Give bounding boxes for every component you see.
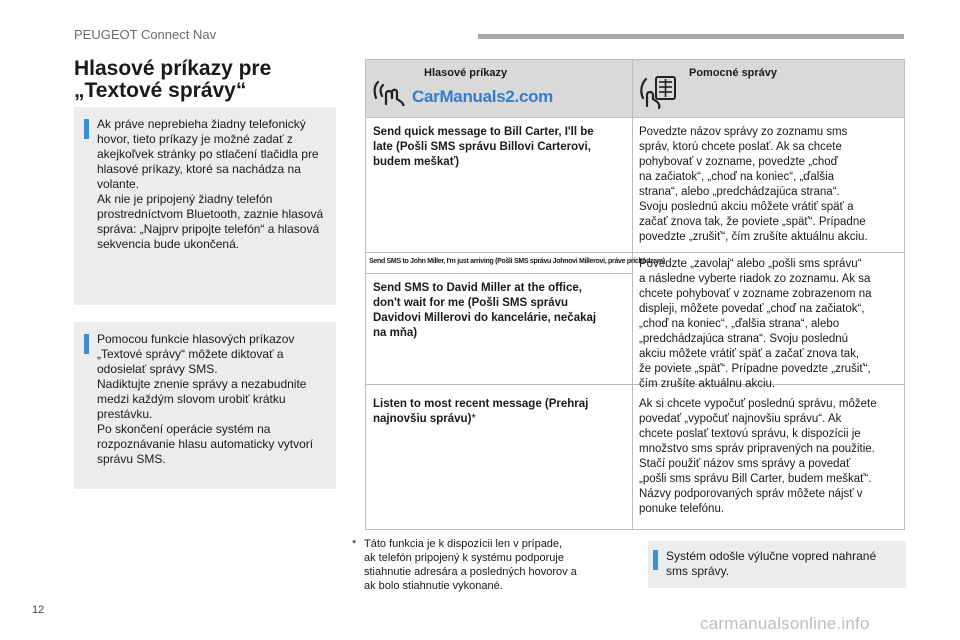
command-cell [373,125,594,170]
note-text-presets [666,549,876,579]
command-line: don't wait for me (Pošli SMS správu [373,297,569,309]
help-line: začať znova tak, že poviete „späť“. Prípadne [639,216,866,228]
help-messages-icon [638,68,678,110]
footnote-line: Táto funkcia je k dispozícii len v prípade, [364,538,563,550]
note-marker-icon [653,550,658,570]
help-cell [639,125,868,245]
note-marker-icon [84,334,89,354]
help-line: akciu môžete vrátiť späť a začať znova tak, [639,348,860,360]
table-header-right-label: Pomocné správy [689,67,778,79]
command-line: Listen to most recent message (Prehraj [373,398,589,410]
note-line: volante. [97,177,140,191]
note-line: Po skončení operácie systém na [97,422,271,436]
help-line: a následne vyberte riadok zo zoznamu. Ak sa [639,273,871,285]
note-line: rozpoznávanie hlasu automaticky vytvorí [97,437,314,451]
command-line: budem meškať) [373,156,460,168]
footnote-mark: * [352,538,357,550]
note-line: Systém odošle výlučne vopred nahrané [666,549,877,563]
note-box-sms [74,322,336,489]
note-line: hovor, tieto príkazy je možné zadať z [97,132,293,146]
note-line: akejkoľvek stránky po stlačení tlačidla pre [97,147,319,161]
note-line: hlasové príkazy, ktoré sa nachádza na [97,162,301,176]
note-marker-icon [84,119,89,139]
header-bar [478,34,904,39]
help-line: pohybovať v zozname, povedzte „choď [639,156,838,168]
note-line: Nadiktujte znenie správy a nezabudnite [97,377,307,391]
main-title-line2: „Textové správy“ [74,79,247,102]
carmanuals-watermark: CarManuals2.com [412,87,553,106]
help-cell [639,397,877,517]
main-title [74,58,271,102]
help-cell [639,257,872,392]
command-line: Davidovi Millerovi do kancelárie, nečakaj [373,312,597,324]
help-line: Ak si chcete vypočuť poslednú správu, môžete [639,398,877,410]
help-line: chcete pohybovať v zozname zobrazenom na [639,288,872,300]
command-cell [373,281,596,341]
column-divider [632,60,633,529]
footnote-line: stiahnutie adresára a posledných hovorov a [364,566,577,578]
help-line: povedzte „zrušiť“, čím zrušíte aktuálnu akciu. [639,231,868,243]
footnote-asterisk: * [471,413,476,425]
note-text-sms [97,332,313,467]
help-line: „predchádzajúca strana“. Svoju poslednú [639,333,849,345]
command-line: Send SMS to John Miller, I'm just arriving (Pošli SMS správu Johnovi Millerovi, práve prichádzam) [369,258,665,265]
carmanualsonline-watermark: carmanualsonline.info [700,614,870,633]
help-line: Povedzte „zavolaj“ alebo „pošli sms správu“ [639,258,862,270]
page-number: 12 [32,604,45,616]
note-line: prostredníctvom Bluetooth, zaznie hlasová [97,207,324,221]
help-line: čím zrušíte aktuálnu akciu. [639,378,776,390]
table-header-left-label: Hlasové príkazy [424,67,508,79]
table-header-left [366,60,632,117]
note-line: medzi každým slovom urobiť krátku [97,392,286,406]
row-divider [366,117,904,118]
help-line: že poviete „späť“. Prípadne povedzte „zrušiť“, [639,363,871,375]
help-line: Povedzte názov správy zo zoznamu sms [639,126,848,138]
note-line: Ak práve neprebieha žiadny telefonický [97,117,306,131]
help-line: ponuke telefónu. [639,503,725,515]
help-line: správ, ktorú chcete poslať. Ak sa chcete [639,141,842,153]
note-line: sekvencia bude ukončená. [97,237,240,251]
note-line: Ak nie je pripojený žiadny telefón [97,192,273,206]
table-header-right [633,60,904,117]
note-line: správu SMS. [97,452,166,466]
help-line: množstvo sms správ pripravených na použitie. [639,443,875,455]
help-line: Svoju poslednú akciu môžete vrátiť späť a [639,201,854,213]
note-line: prestávku. [97,407,153,421]
help-line: povedať „vypočuť najnovšiu správu“. Ak [639,413,842,425]
help-line: „choď na koniec“, „ďalšia strana“, alebo [639,318,840,330]
note-box-presets [648,541,906,588]
command-line: Send quick message to Bill Carter, I'll be [373,126,594,138]
help-line: „pošli sms správu Bill Carter, budem meškať“. [639,473,872,485]
command-line [373,412,588,427]
command-line: na mňa) [373,327,418,339]
note-line: sms správy. [666,564,730,578]
voice-command-icon [370,74,410,106]
main-title-line1: Hlasové príkazy pre [74,57,272,80]
header-title: PEUGEOT Connect Nav [74,27,217,42]
help-line: Stačí použiť názov sms správy a povedať [639,458,851,470]
help-line: na začiatok“, „choď na koniec“, „ďalšia [639,171,835,183]
command-line: late (Pošli SMS správu Billovi Carterovi, [373,141,591,153]
command-line: Send SMS to David Miller at the office, [373,282,582,294]
note-line: „Textové správy“ môžete diktovať a [97,347,284,361]
help-line: strana“, alebo „predchádzajúca strana“. [639,186,840,198]
command-cell [373,397,588,427]
help-line: displeji, môžete povedať „choď na začiatok“, [639,303,865,315]
note-line: Pomocou funkcie hlasových príkazov [97,332,295,346]
help-line: chcete poslať textovú správu, k dispozícii je [639,428,861,440]
help-line: Názvy podporovaných správ môžete nájsť v [639,488,863,500]
footnote-text [364,537,577,593]
row-divider [366,273,632,274]
footnote-line: ak bolo stiahnutie vykonané. [364,580,503,592]
command-cell-small [369,257,665,266]
voice-command-table [365,59,905,530]
note-line: odosielať správy SMS. [97,362,218,376]
note-text-phone [97,117,323,252]
note-box-phone [74,107,336,305]
note-line: správa: „Najprv pripojte telefón“ a hlasová [97,222,320,236]
footnote-line: ak telefón pripojený k systému podporuje [364,552,564,564]
row-divider [366,252,904,253]
command-text: najnovšiu správu) [373,413,472,425]
